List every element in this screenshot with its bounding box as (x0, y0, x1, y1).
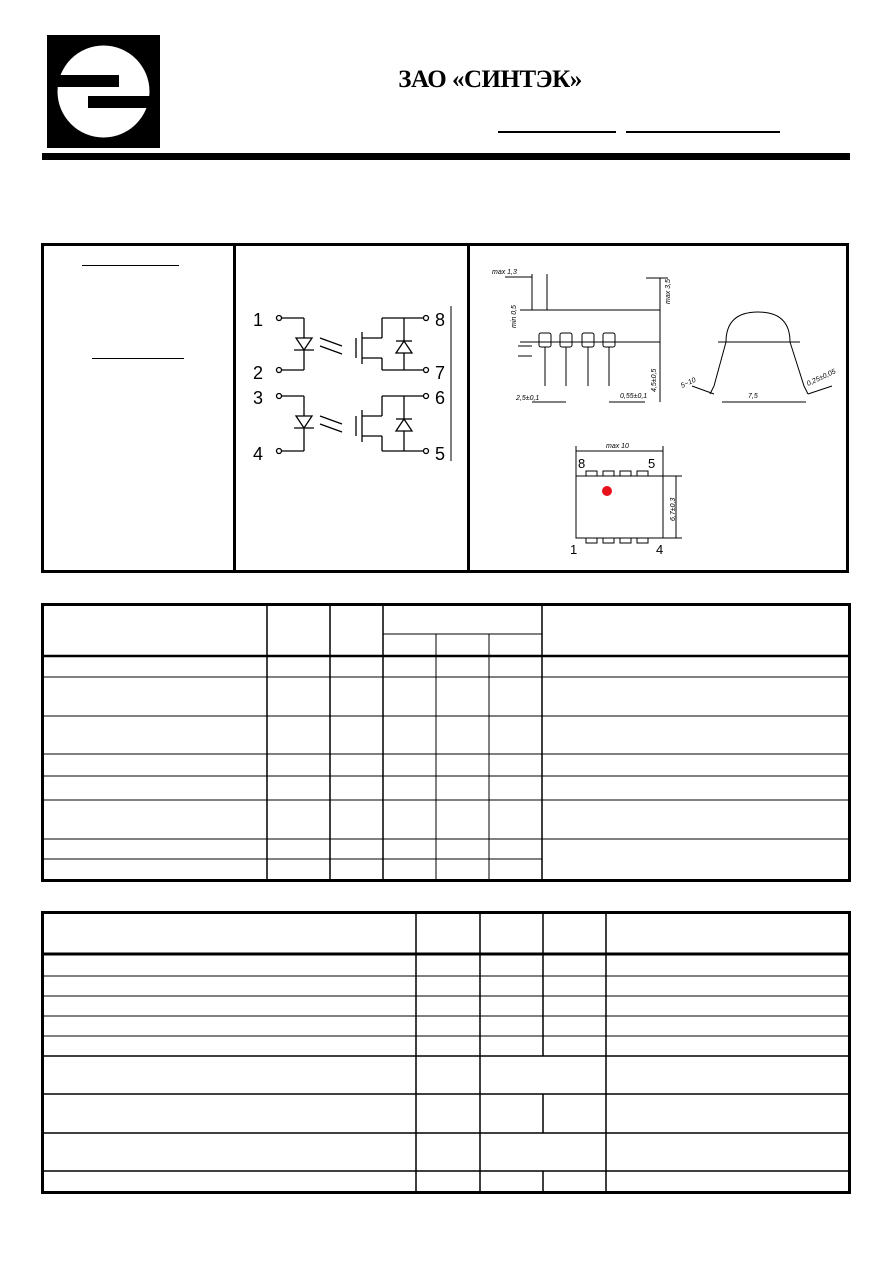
pin-label-5: 5 (435, 444, 446, 464)
dim-body-width: 6,7±0,3 (670, 497, 677, 521)
logo-s-icon (47, 35, 160, 148)
dim-max-width: max 1,3 (492, 269, 517, 276)
dim-lead-length: 4,5±0,5 (651, 368, 658, 392)
info-panel-box (41, 243, 849, 573)
top-pin-1: 1 (570, 542, 578, 557)
pin-label-2: 2 (253, 363, 264, 383)
pin-label-3: 3 (253, 388, 264, 408)
pin-label-8: 8 (435, 310, 446, 330)
dim-lead-width: 0,55±0,1 (620, 393, 648, 400)
parameters-table-1 (41, 603, 851, 882)
parameters-table-2 (41, 911, 851, 1194)
signature-line-1 (498, 131, 616, 133)
company-logo (47, 35, 160, 148)
table-1-grid (44, 606, 848, 879)
left-panel-line-1 (82, 265, 179, 266)
dim-length: max 10 (606, 443, 629, 450)
top-pin-5: 5 (648, 456, 656, 471)
dim-end-width: 7,5 (748, 393, 758, 400)
pin1-marker (602, 486, 612, 496)
pin-label-1: 1 (253, 310, 264, 330)
dim-min-lead: min 0,5 (511, 305, 518, 328)
company-name: ЗАО «СИНТЭК» (398, 66, 582, 93)
dim-max-height: max 3,5 (665, 279, 672, 304)
header-rule (42, 153, 850, 160)
pin-label-7: 7 (435, 363, 446, 383)
circuit-schematic (236, 246, 467, 570)
dim-lead-thickness: 0,25±0,05 (805, 368, 838, 388)
dim-pitch: 2,5±0,1 (516, 395, 540, 402)
top-pin-4: 4 (656, 542, 664, 557)
pin-label-6: 6 (435, 388, 446, 408)
signature-line-2 (626, 131, 780, 133)
table-2-grid (44, 914, 848, 1191)
dim-span: 5~10 (679, 376, 698, 390)
package-drawing (470, 246, 849, 570)
left-panel-line-2 (92, 358, 184, 359)
top-pin-8: 8 (578, 456, 586, 471)
pin-label-4: 4 (253, 444, 264, 464)
